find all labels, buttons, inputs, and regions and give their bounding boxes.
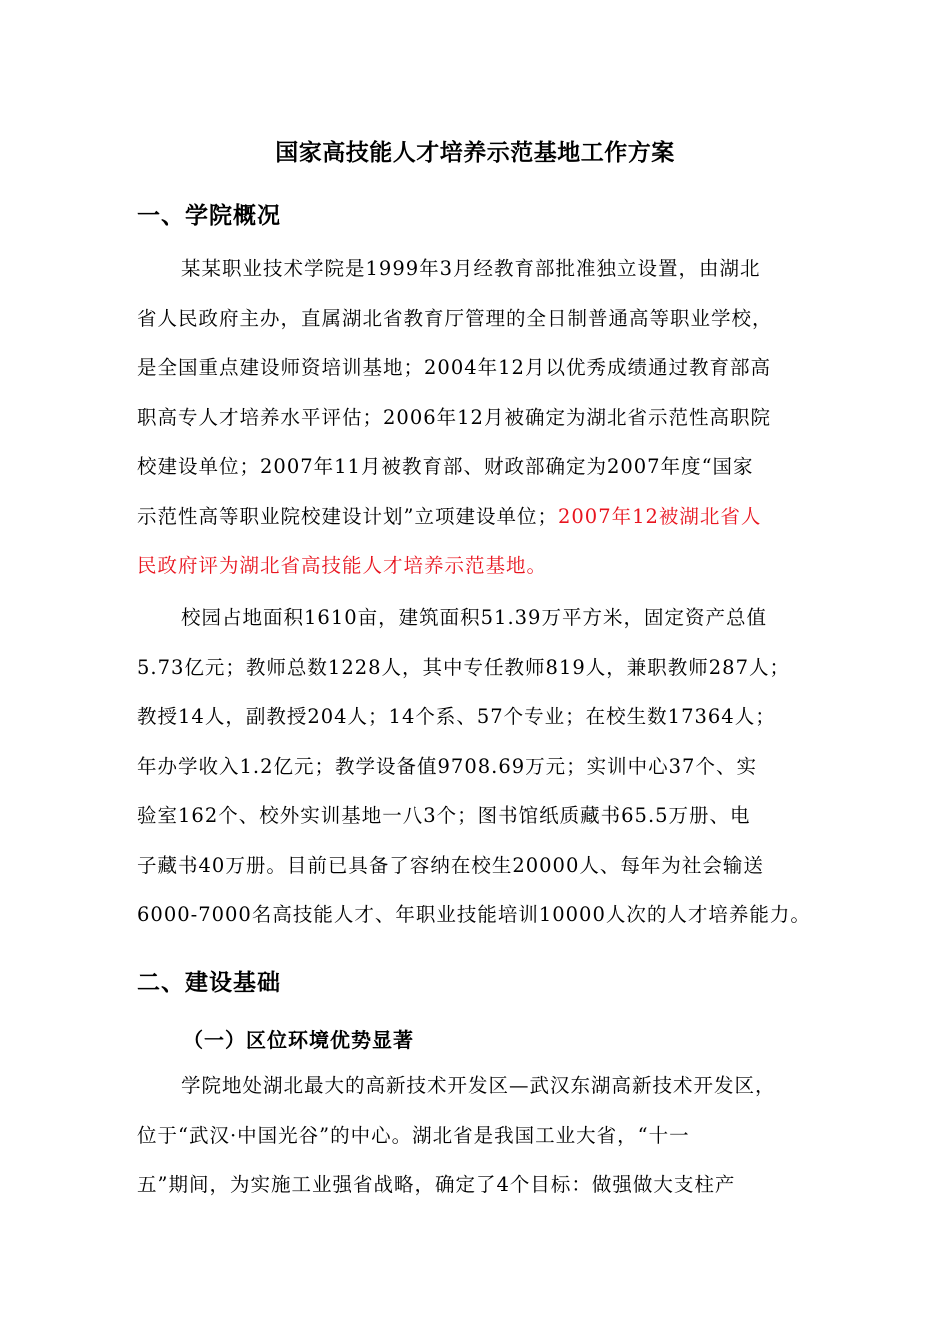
paragraph-line: 五”期间，为实施工业强省战略，确定了4个目标：做强做大支柱产 (137, 1173, 736, 1196)
paragraph-line: 验室162个、校外实训基地一八3个；图书馆纸质藏书65.5万册、电 (137, 804, 751, 827)
paragraph-line: 子藏书40万册。目前已具备了容纳在校生20000人、每年为社会输送 (137, 853, 764, 877)
paragraph-overview-1 (137, 244, 827, 591)
subsection-heading-location: （一）区位环境优势显著 (183, 1028, 414, 1052)
highlighted-text: 2007年12被湖北省人 (557, 504, 762, 528)
paragraph-line: 某某职业技术学院是1999年3月经教育部批准独立设置，由湖北 (181, 257, 761, 280)
paragraph-line: 5.73亿元；教师总数1228人，其中专任教师819人，兼职教师287人； (137, 655, 790, 679)
paragraph-line: 是全国重点建设师资培训基地；2004年12月以优秀成绩通过教育部高 (137, 356, 771, 379)
paragraph-line: 职高专人才培养水平评估；2006年12月被确定为湖北省示范性高职院 (137, 405, 771, 429)
paragraph-line: 校建设单位；2007年11月被教育部、财政部确定为2007年度“国家 (137, 455, 754, 478)
paragraph-overview-2 (137, 593, 827, 940)
section-heading-overview: 一、学院概况 (137, 203, 281, 229)
paragraph-location (137, 1061, 827, 1210)
paragraph-line: 学院地处湖北最大的高新技术开发区—武汉东湖高新技术开发区， (181, 1074, 776, 1097)
paragraph-text: 示范性高等职业院校建设计划”立项建设单位； (137, 504, 558, 528)
paragraph-line-mixed (137, 492, 827, 542)
paragraph-line: 省人民政府主办，直属湖北省教育厅管理的全日制普通高等职业学校， (137, 306, 773, 330)
paragraph-line: 位于“武汉·中国光谷”的中心。湖北省是我国工业大省，“十一 (137, 1123, 690, 1147)
paragraph-line: 教授14人，副教授204人；14个系、57个专业；在校生数17364人； (137, 705, 776, 728)
paragraph-line: 年办学收入1.2亿元；教学设备值9708.69万元；实训中心37个、实 (137, 754, 757, 778)
paragraph-line: 6000-7000名高技能人才、年职业技能培训10000人次的人才培养能力。 (137, 903, 811, 926)
paragraph-line: 校园占地面积1610亩，建筑面积51.39万平方米，固定资产总值 (181, 606, 767, 629)
section-heading-foundation: 二、建设基础 (137, 970, 281, 996)
highlighted-line: 民政府评为湖北省高技能人才培养示范基地。 (137, 554, 548, 577)
document-title: 国家高技能人才培养示范基地工作方案 (275, 140, 675, 166)
